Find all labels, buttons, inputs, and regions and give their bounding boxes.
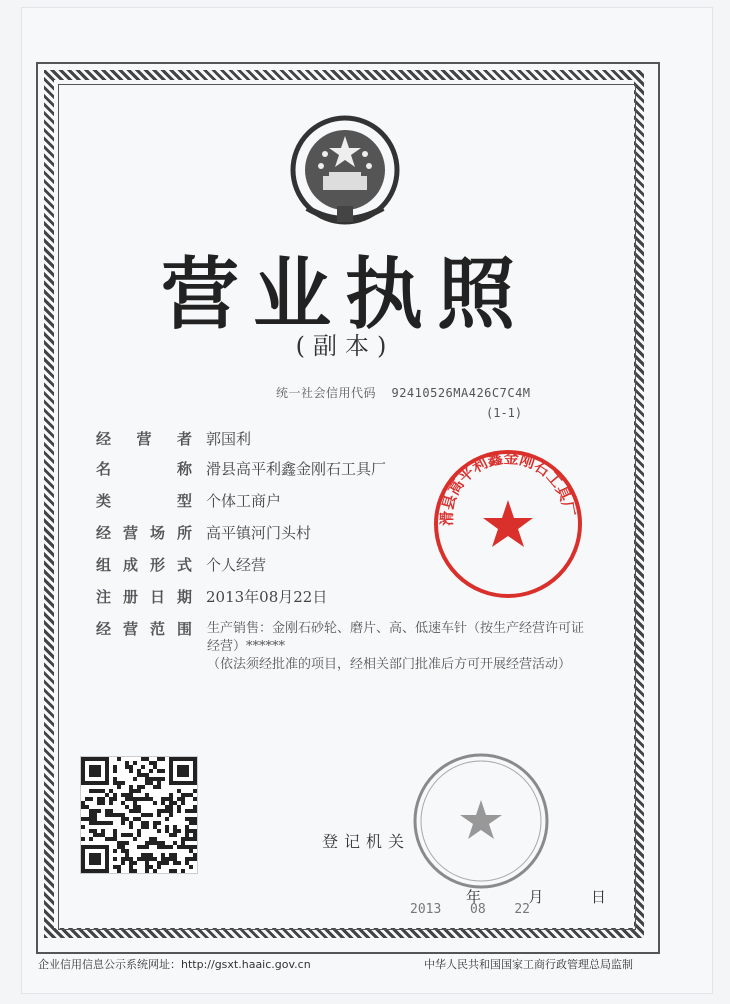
copy-number: (1-1)	[486, 406, 523, 420]
seal-text: 滑县高平利鑫金刚石工具厂	[437, 448, 579, 527]
field-value: 个人经营	[206, 556, 267, 574]
registration-authority-label: 登记机关	[322, 832, 411, 851]
credit-code-label: 统一社会信用代码	[276, 386, 377, 400]
field-value: 个体工商户	[206, 492, 282, 510]
day-label: 日	[590, 888, 606, 906]
field-value: 滑县高平利鑫金刚石工具厂	[206, 460, 387, 478]
credit-code-line	[276, 384, 531, 401]
business-scope-text	[207, 620, 592, 674]
field-value: 郭国利	[206, 430, 252, 448]
field-premises	[96, 522, 311, 543]
national-emblem-icon	[285, 112, 405, 232]
day-value: 22	[514, 902, 530, 917]
authority-seal-icon	[410, 750, 552, 892]
qr-code-icon	[80, 756, 198, 874]
field-operator	[96, 428, 251, 449]
footer-website: 企业信用信息公示系统网址：http://gsxt.haaic.gov.cn	[38, 958, 311, 971]
field-label: 经营者	[96, 430, 192, 448]
field-scope	[96, 618, 206, 639]
field-registration-date	[96, 586, 327, 607]
month-value: 08	[470, 902, 486, 917]
field-label: 名称	[96, 460, 192, 478]
scope-line-2: （依法须经批准的项目，经相关部门批准后方可开展经营活动）	[207, 657, 572, 672]
credit-code: 92410526MA426C7C4M	[391, 386, 531, 400]
field-label: 经营场所	[96, 524, 192, 542]
scope-line-1: 生产销售：金刚石砂轮、磨片、高、低速车针（按生产经营许可证经营）******	[207, 621, 585, 654]
license-title: 营业执照	[160, 250, 529, 340]
month-label: 月	[528, 888, 544, 906]
year-value: 2013	[410, 902, 442, 917]
field-label: 类型	[96, 492, 192, 510]
field-label: 组成形式	[96, 556, 192, 574]
field-value: 2013年08月22日	[206, 588, 328, 606]
field-value: 高平镇河门头村	[206, 524, 312, 542]
company-seal-icon	[430, 446, 586, 602]
license-subtitle: (副本)	[295, 332, 395, 360]
year-label: 年	[466, 888, 482, 906]
date-values	[410, 902, 530, 917]
field-form	[96, 554, 266, 575]
field-type	[96, 490, 281, 511]
field-name	[96, 458, 386, 479]
footer-issuer: 中华人民共和国国家工商行政管理总局监制	[424, 958, 633, 971]
field-label: 注册日期	[96, 588, 192, 606]
field-label: 经营范围	[96, 620, 192, 638]
